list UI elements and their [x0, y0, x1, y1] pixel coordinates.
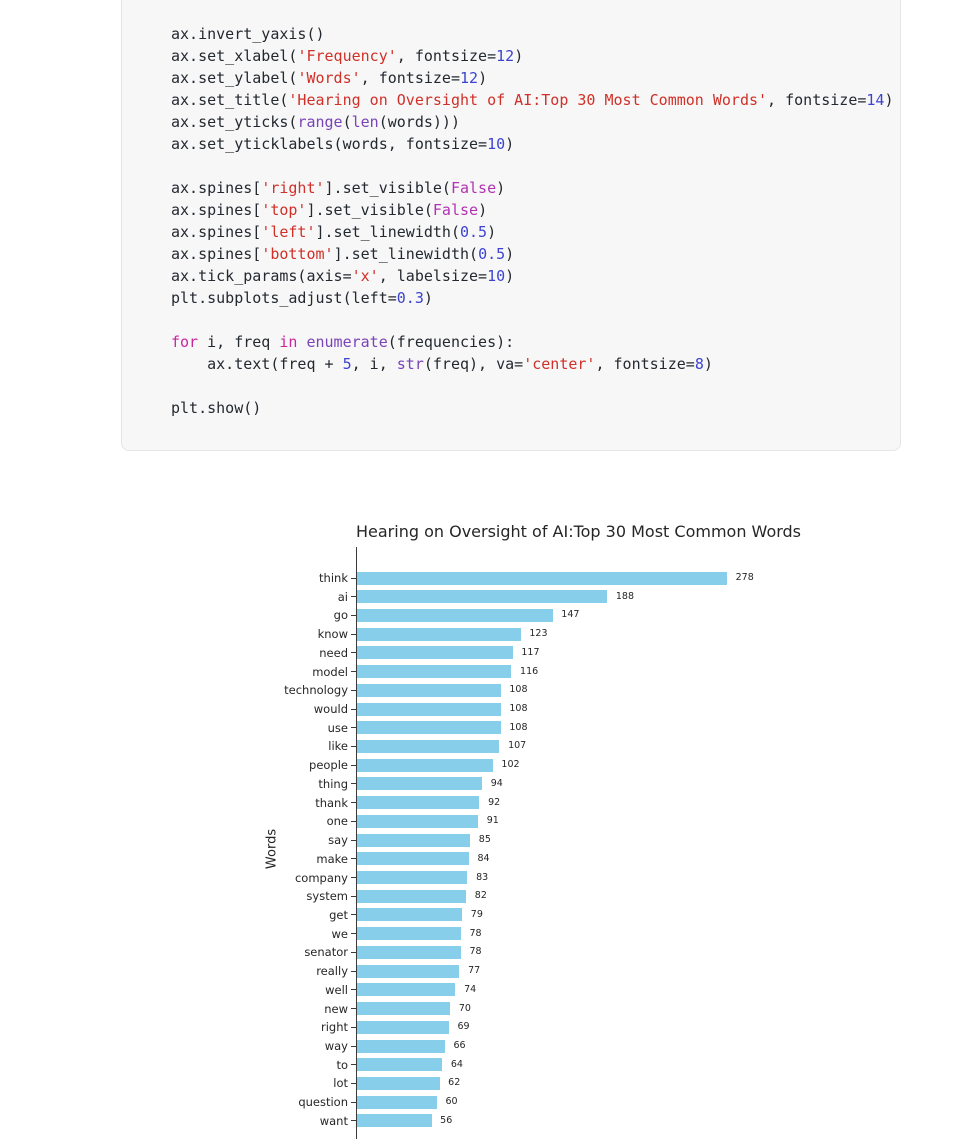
bar [357, 927, 461, 940]
bar-value-label: 66 [453, 1040, 466, 1051]
code-line [171, 199, 898, 221]
code-token: 8 [694, 355, 704, 373]
code-line [171, 45, 898, 67]
y-tick-label: ai [337, 589, 348, 604]
code-token: ].set_linewidth( [333, 245, 479, 263]
code-token: 14 [866, 91, 885, 109]
y-tick-label: people [309, 758, 348, 773]
code-line [171, 23, 898, 45]
code-line [171, 155, 898, 177]
code-token: 'right' [261, 179, 325, 197]
bar-value-label: 102 [501, 759, 520, 771]
bar-value-label: 82 [474, 890, 487, 902]
code-token: ) [505, 135, 515, 153]
code-token: for [171, 333, 199, 351]
code-token: ) [487, 223, 497, 241]
code-token: ) [505, 245, 515, 263]
y-tick-mark [351, 765, 356, 766]
code-token: 5 [342, 355, 352, 373]
code-token: ) [478, 201, 488, 219]
bar-value-label: 69 [457, 1021, 470, 1033]
bar-value-label: 91 [486, 815, 499, 827]
code-token: ].set_visible( [306, 201, 433, 219]
y-tick-label: go [333, 608, 348, 623]
y-tick-mark [351, 783, 356, 784]
y-tick-label: we [331, 926, 348, 941]
code-line [171, 309, 898, 331]
y-tick-label: model [312, 664, 348, 679]
y-tick-mark [351, 821, 356, 822]
y-tick-mark [351, 877, 356, 878]
y-tick-label: well [325, 982, 348, 997]
y-tick-mark [351, 652, 356, 653]
code-token: , i, [351, 355, 397, 373]
code-token: 'x' [351, 267, 379, 285]
bar [357, 815, 478, 828]
code-line [171, 397, 898, 419]
bar [357, 983, 455, 996]
code-line [171, 243, 898, 265]
code-line [171, 331, 898, 353]
y-tick-mark [351, 671, 356, 672]
code-line [171, 177, 898, 199]
code-token: 'left' [261, 223, 316, 241]
bar-value-label: 278 [735, 572, 754, 583]
bar-value-label: 84 [477, 852, 490, 864]
code-token: 'center' [523, 355, 596, 373]
code-token: ax.set_yticklabels(words, fontsize= [171, 135, 488, 153]
code-token: ) [514, 47, 524, 65]
bar [357, 1114, 432, 1127]
code-line [171, 133, 898, 155]
y-tick-mark [351, 634, 356, 635]
code-token: 'top' [261, 201, 307, 219]
y-tick-label: to [336, 1057, 348, 1072]
code-line [171, 89, 898, 111]
y-tick-mark [351, 971, 356, 972]
y-tick-label: technology [284, 683, 348, 698]
code-token: , fontsize= [396, 47, 497, 65]
code-token: 'Hearing on Oversight of AI:Top 30 Most Common Words' [288, 91, 768, 109]
code-token: ax.tick_params(axis= [171, 267, 352, 285]
bar [357, 590, 607, 603]
bar-value-label: 92 [488, 796, 501, 808]
y-tick-mark [351, 802, 356, 803]
bar-value-label: 79 [470, 908, 483, 920]
y-axis-label: Words [264, 828, 280, 870]
code-token: ax.text(freq + [171, 355, 343, 373]
code-token: ( [342, 113, 352, 131]
code-token: ) [703, 355, 713, 373]
code-token: , fontsize= [767, 91, 867, 109]
y-tick-label: senator [304, 945, 348, 960]
bar [357, 721, 501, 734]
bar [357, 1058, 442, 1071]
y-tick-label: thank [315, 795, 348, 810]
code-line [171, 111, 898, 133]
y-tick-label: want [319, 1113, 348, 1128]
code-token: (freq), va= [423, 355, 524, 373]
code-token: 12 [460, 69, 479, 87]
bar [357, 852, 469, 865]
bar-value-label: 70 [458, 1002, 471, 1014]
code-token: 0.5 [478, 245, 506, 263]
bar-value-label: 147 [561, 609, 580, 621]
code-token: ax.spines[ [171, 223, 262, 241]
bar-value-label: 62 [448, 1077, 461, 1089]
code-token: ax.set_yticks( [171, 113, 298, 131]
code-token: ) [884, 91, 894, 109]
bar-value-label: 74 [464, 983, 477, 995]
y-tick-label: really [316, 964, 348, 979]
code-token: 0.3 [396, 289, 424, 307]
code-token: 'Frequency' [297, 47, 397, 65]
bar-value-label: 123 [529, 628, 548, 640]
y-tick-mark [351, 746, 356, 747]
bar [357, 777, 482, 790]
code-line [171, 265, 898, 287]
code-token: ax.spines[ [171, 201, 262, 219]
code-line [171, 287, 898, 309]
bar-value-label: 85 [478, 834, 491, 846]
code-token: plt.subplots_adjust(left= [171, 289, 397, 307]
bar [357, 908, 462, 921]
y-tick-mark [351, 914, 356, 915]
y-tick-label: would [313, 702, 348, 717]
bar [357, 628, 521, 641]
chart-title: Hearing on Oversight of AI:Top 30 Most Common Words [356, 522, 802, 541]
code-token: 0.5 [460, 223, 488, 241]
bar [357, 1002, 450, 1015]
code-token: ax.set_ylabel( [171, 69, 298, 87]
y-tick-mark [351, 1064, 356, 1065]
y-tick-mark [351, 858, 356, 859]
y-tick-mark [351, 578, 356, 579]
y-tick-mark [351, 1027, 356, 1028]
code-token: in [279, 333, 298, 351]
code-token: enumerate [306, 333, 388, 351]
code-token: ) [505, 267, 515, 285]
code-token: ) [496, 179, 506, 197]
code-token: (words))) [378, 113, 460, 131]
y-tick-mark [351, 1120, 356, 1121]
code-line [171, 375, 898, 397]
y-tick-label: need [319, 645, 348, 660]
code-token: range [297, 113, 343, 131]
y-tick-mark [351, 1083, 356, 1084]
bar [357, 1077, 440, 1090]
code-token: ) [423, 289, 433, 307]
y-tick-label: new [324, 1001, 348, 1016]
bar [357, 609, 553, 622]
code-line [171, 67, 898, 89]
bar [357, 665, 511, 678]
code-token: 'Words' [297, 69, 361, 87]
code-token: ].set_linewidth( [315, 223, 460, 241]
y-tick-label: use [327, 720, 348, 735]
y-tick-mark [351, 840, 356, 841]
bar [357, 834, 470, 847]
code-line [171, 353, 898, 375]
y-tick-mark [351, 615, 356, 616]
code-token: , fontsize= [360, 69, 460, 87]
y-tick-mark [351, 933, 356, 934]
code-token: len [351, 113, 379, 131]
bar-value-label: 107 [508, 740, 527, 752]
chart-plot-area [284, 547, 757, 1139]
bar-value-label: 108 [509, 684, 528, 696]
bar-value-label: 77 [468, 965, 481, 977]
y-tick-mark [351, 1008, 356, 1009]
bar-value-label: 116 [520, 665, 539, 677]
y-tick-label: one [326, 814, 348, 829]
y-tick-label: know [317, 627, 348, 642]
code-token: False [450, 179, 497, 197]
code-token: 10 [487, 267, 506, 285]
bar-value-label: 108 [509, 721, 528, 733]
bar [357, 740, 499, 753]
bar [357, 946, 461, 959]
y-tick-label: like [328, 739, 348, 754]
bar [357, 572, 727, 585]
bar [357, 871, 467, 884]
bar [357, 703, 501, 716]
y-tick-mark [351, 1046, 356, 1047]
code-line [171, 221, 898, 243]
y-tick-label: get [329, 907, 348, 922]
bar-value-label: 56 [440, 1114, 453, 1126]
y-tick-label: question [298, 1095, 348, 1110]
code-token: ax.set_title( [171, 91, 289, 109]
code-token: (frequencies): [387, 333, 515, 351]
y-tick-label: lot [333, 1076, 348, 1091]
y-tick-label: system [306, 889, 348, 904]
bar-chart-figure [0, 515, 960, 1139]
bar-value-label: 78 [469, 946, 482, 958]
code-block [121, 0, 901, 451]
bar-value-label: 64 [450, 1058, 463, 1070]
code-token: , fontsize= [595, 355, 695, 373]
y-tick-mark [351, 690, 356, 691]
bar [357, 1096, 437, 1109]
y-tick-mark [351, 952, 356, 953]
code-token: ax.spines[ [171, 245, 262, 263]
code-token: 12 [496, 47, 515, 65]
y-tick-label: company [294, 870, 348, 885]
code-token: False [432, 201, 479, 219]
code-token: ) [478, 69, 488, 87]
code-token: ax.spines[ [171, 179, 262, 197]
y-tick-mark [351, 596, 356, 597]
bar [357, 1021, 449, 1034]
code-token: 10 [487, 135, 506, 153]
code-content [171, 23, 898, 419]
y-tick-mark [351, 709, 356, 710]
bar-value-label: 108 [509, 703, 528, 715]
y-tick-label: thing [318, 776, 348, 791]
y-tick-label: way [324, 1039, 348, 1053]
y-tick-mark [351, 896, 356, 897]
bar-value-label: 60 [445, 1096, 458, 1108]
bar [357, 1040, 445, 1053]
y-tick-label: think [319, 571, 348, 585]
y-tick-mark [351, 1102, 356, 1103]
code-token: ax.set_xlabel( [171, 47, 298, 65]
bar [357, 684, 501, 697]
y-tick-mark [351, 989, 356, 990]
code-token: , labelsize= [378, 267, 488, 285]
bar [357, 796, 479, 809]
bar [357, 646, 513, 659]
code-token: 'bottom' [261, 245, 334, 263]
y-tick-label: make [316, 851, 348, 866]
bar [357, 759, 493, 772]
bar-value-label: 83 [476, 871, 489, 883]
code-token: plt.show() [171, 399, 262, 417]
bar-value-label: 78 [469, 927, 482, 939]
code-token: ].set_visible( [324, 179, 451, 197]
code-token: ax.invert_yaxis() [171, 25, 325, 43]
y-tick-label: right [320, 1020, 348, 1035]
bar-value-label: 188 [615, 590, 634, 602]
code-token: i, freq [198, 333, 280, 351]
y-tick-label: say [328, 833, 348, 848]
y-tick-mark [351, 727, 356, 728]
bar [357, 890, 466, 903]
bar-value-label: 117 [521, 646, 540, 658]
code-token: str [396, 355, 424, 373]
bar [357, 965, 459, 978]
bar-value-label: 94 [490, 777, 503, 789]
